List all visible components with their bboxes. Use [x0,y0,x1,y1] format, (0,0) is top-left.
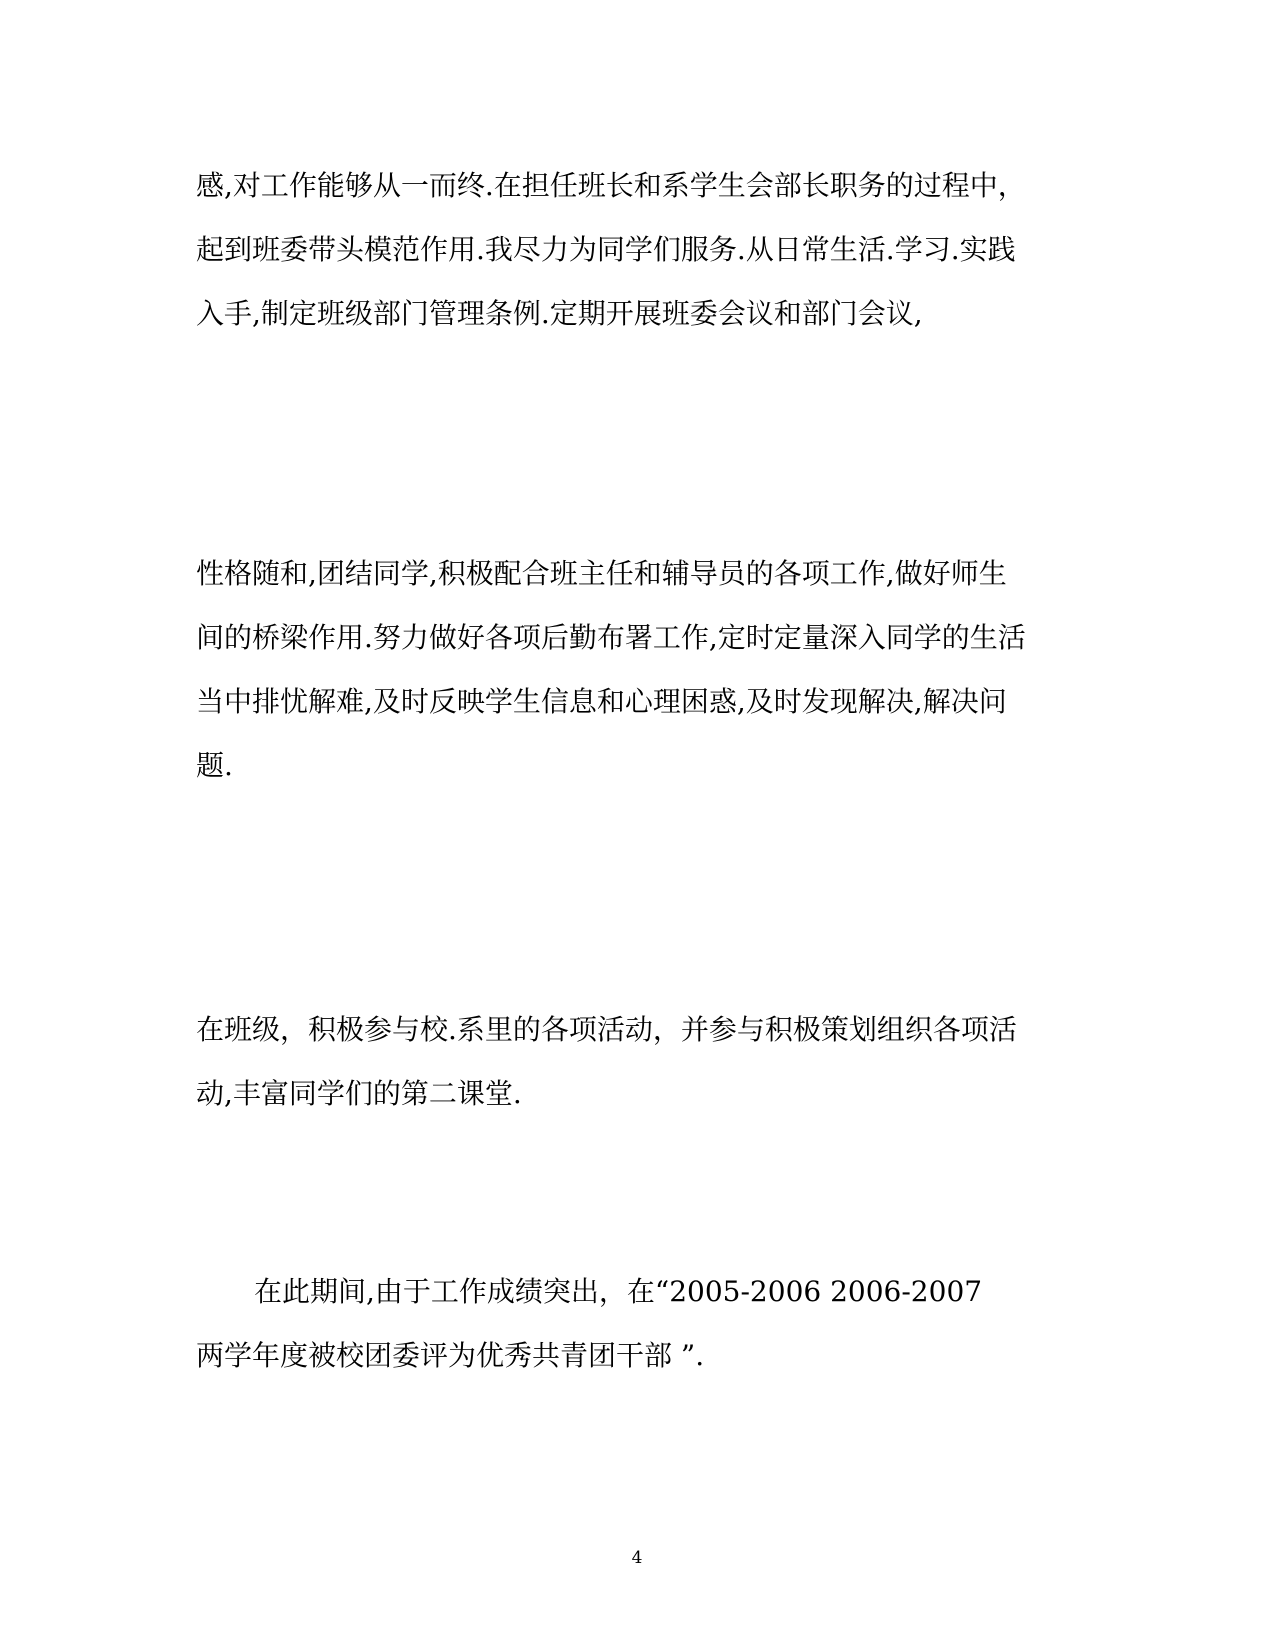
paragraph-line: 间的桥梁作用.努力做好各项后勤布署工作,定时定量深入同学的生活 [196,621,1026,654]
paragraph-line: 题. [196,749,233,782]
paragraph-4 [196,1276,1076,1372]
paragraph-line: 感,对工作能够从一而终.在担任班长和系学生会部长职务的过程中， [196,169,1026,202]
paragraph-2 [196,558,1076,782]
paragraph-line: 两学年度被校团委评为优秀共青团干部 ”. [196,1339,705,1372]
paragraph-line: 性格随和,团结同学,积极配合班主任和辅导员的各项工作,做好师生 [196,557,1007,590]
paragraph-line: 在此期间,由于工作成绩突出，在“2005-2006 2006-2007 [254,1275,983,1308]
paragraph-line: 当中排忧解难,及时反映学生信息和心理困惑,及时发现解决,解决问 [196,685,1007,718]
paragraph-line: 入手,制定班级部门管理条例.定期开展班委会议和部门会议, [196,297,923,330]
paragraph-line: 动,丰富同学们的第二课堂. [196,1077,522,1110]
page-number: 4 [631,1548,643,1568]
paragraph-line: 在班级，积极参与校.系里的各项活动，并参与积极策划组织各项活 [196,1013,1017,1046]
paragraph-1 [196,170,1076,330]
paragraph-line: 起到班委带头模范作用.我尽力为同学们服务.从日常生活.学习.实践 [196,233,1016,266]
paragraph-3 [196,1014,1076,1110]
